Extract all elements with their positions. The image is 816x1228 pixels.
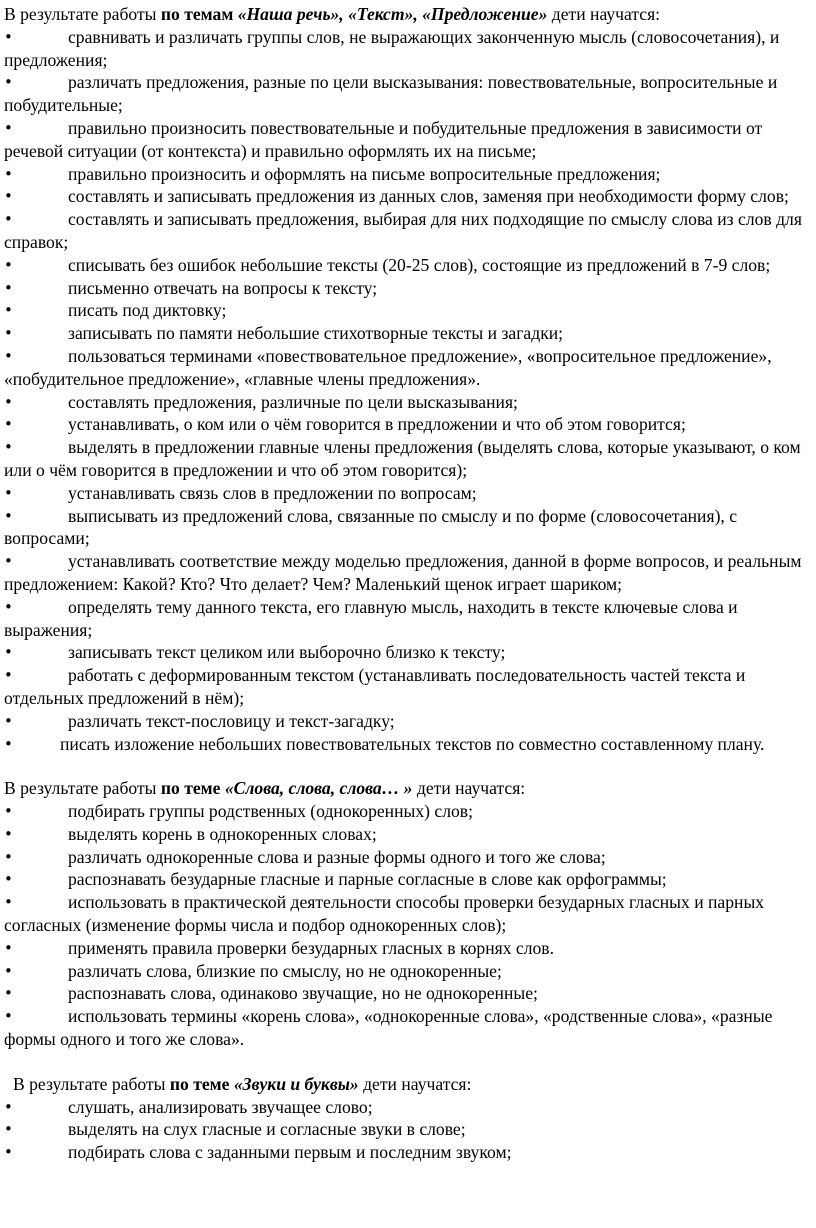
list-item	[4, 982, 812, 1005]
list-item-text: писать изложение небольших повествовательных текстов по совместно составленному плану.	[60, 733, 765, 754]
list-item	[4, 163, 812, 186]
bullet-icon: •	[4, 506, 13, 525]
list-item	[4, 185, 812, 208]
section-intro	[4, 1073, 812, 1096]
list-item	[4, 641, 812, 664]
list-item-text: распознавать слова, одинаково звучащие, но не однокоренные;	[68, 983, 538, 1004]
bullet-icon: •	[4, 415, 13, 434]
bullet-icon: •	[4, 1007, 13, 1026]
list-item-text: распознавать безударные гласные и парные согласные в слове как орфограммы;	[68, 869, 667, 890]
topic-title: «Наша речь», «Текст», «Предложение»	[237, 4, 548, 24]
topic-title: «Слова, слова, слова… »	[224, 778, 413, 799]
section-gap	[4, 755, 812, 777]
list-item-text: письменно отвечать на вопросы к тексту;	[68, 277, 378, 298]
list-item	[4, 710, 812, 733]
list-item	[4, 26, 812, 72]
list-item-text: устанавливать соответствие между моделью предложения, данной в форме вопросов, и реальным предложением: Какой? Кто? Что делает? Чем? Маленький щенок играет шариком;	[4, 551, 802, 594]
bullet-icon: •	[4, 802, 13, 821]
list-item	[4, 1118, 812, 1141]
list-item	[4, 1141, 812, 1164]
bullet-icon: •	[4, 847, 13, 866]
list-item	[4, 868, 812, 891]
bullet-icon: •	[4, 27, 13, 46]
list-item-text: правильно произносить повествовательные и побудительные предложения в зависимости от речевой ситуации (от контекста) и правильно оформлять их на письме;	[4, 117, 763, 161]
section-gap	[4, 1051, 812, 1073]
list-item	[4, 254, 812, 277]
list-item-text: выделять в предложении главные члены предложения (выделять слова, которые указывают, о ком или о чём говорится в предложении и что об этом говорится);	[4, 437, 801, 480]
list-item	[4, 550, 812, 596]
list-item-text: записывать по памяти небольшие стихотворные тексты и загадки;	[68, 323, 564, 344]
list-item-text: различать однокоренные слова и разные формы одного и того же слова;	[68, 846, 606, 867]
list-item-text: различать текст-пословицу и текст-загадку;	[68, 710, 395, 731]
bullet-icon: •	[4, 643, 13, 662]
bullet-icon: •	[4, 346, 13, 365]
list-item-text: использовать в практической деятельности способы проверки безударных гласных и парных согласных (изменение формы числа и подбор однокоренных слов);	[4, 892, 765, 936]
bullet-icon: •	[4, 438, 13, 457]
bullet-icon: •	[4, 118, 13, 137]
list-item-text: писать под диктовку;	[68, 300, 227, 321]
list-item-text: различать слова, близкие по смыслу, но не однокоренные;	[68, 960, 502, 981]
bullet-icon: •	[4, 164, 13, 183]
bullet-icon: •	[4, 278, 13, 297]
list-item	[4, 891, 812, 937]
list-item	[4, 345, 812, 391]
list-item	[4, 1096, 812, 1119]
list-item	[4, 960, 812, 983]
bullet-icon: •	[4, 1120, 13, 1139]
list-item	[4, 733, 812, 756]
intro-text: В результате работы	[13, 1073, 170, 1094]
bullet-icon: •	[4, 597, 13, 616]
list-item	[4, 391, 812, 414]
list-item	[4, 846, 812, 869]
list-item	[4, 71, 812, 117]
bullet-icon: •	[4, 734, 13, 753]
topic-title: «Звуки и буквы»	[233, 1073, 359, 1094]
bullet-icon: •	[4, 187, 13, 206]
bullet-icon: •	[4, 73, 13, 92]
list-item	[4, 299, 812, 322]
list-item-text: выделять корень в однокоренных словах;	[68, 823, 377, 844]
list-item-text: выделять на слух гласные и согласные звуки в слове;	[68, 1119, 466, 1140]
bullet-icon: •	[4, 210, 13, 229]
list-item	[4, 436, 812, 482]
list-item-text: определять тему данного текста, его главную мысль, находить в тексте ключевые слова и выражения;	[4, 596, 738, 640]
intro-text: В результате работы	[4, 4, 161, 24]
list-item-text: устанавливать связь слов в предложении по вопросам;	[68, 482, 477, 503]
list-item-text: использовать термины «корень слова», «однокоренные слова», «родственные слова», «разные формы одного и того же слова».	[4, 1006, 773, 1050]
list-item-text: списывать без ошибок небольшие тексты (20-25 слов), состоящие из предложений в 7-9 слов;	[68, 254, 771, 275]
section-intro	[4, 3, 812, 26]
list-item-text: подбирать слова с заданными первым и последним звуком;	[68, 1142, 512, 1163]
list-item-text: сравнивать и различать группы слов, не выражающих законченную мысль (словосочетания), и предложения;	[4, 26, 780, 70]
list-item	[4, 596, 812, 642]
intro-text-end: дети научатся:	[412, 778, 526, 799]
bullet-icon: •	[4, 552, 13, 571]
bullet-icon: •	[4, 711, 13, 730]
list-item	[4, 208, 812, 254]
list-item-text: устанавливать, о ком или о чём говорится в предложении и что об этом говорится;	[68, 414, 686, 435]
list-item-text: пользоваться терминами «повествовательное предложение», «вопросительное предложение», «побудительное предложение», «главные члены предложения».	[4, 345, 772, 389]
list-item	[4, 322, 812, 345]
list-item-text: различать предложения, разные по цели высказывания: повествовательные, вопросительные и побудительные;	[4, 72, 778, 116]
list-item-text: подбирать группы родственных (однокоренных) слов;	[68, 801, 473, 822]
list-item	[4, 482, 812, 505]
bullet-icon: •	[4, 301, 13, 320]
bullet-icon: •	[4, 255, 13, 274]
intro-bold: по теме	[160, 778, 225, 799]
bullet-icon: •	[4, 1143, 13, 1162]
list-item-text: выписывать из предложений слова, связанные по смыслу и по форме (словосочетания), с вопросами;	[4, 505, 738, 549]
list-item-text: составлять предложения, различные по цели высказывания;	[68, 391, 518, 412]
list-item-text: применять правила проверки безударных гласных в корнях слов.	[68, 937, 555, 958]
list-item-text: составлять и записывать предложения, выбирая для них подходящие по смыслу слова из слов для справок;	[4, 209, 802, 252]
intro-text-end: дети научатся:	[358, 1073, 472, 1094]
bullet-icon: •	[4, 483, 13, 502]
bullet-icon: •	[4, 870, 13, 889]
list-item-text: правильно произносить и оформлять на письме вопросительные предложения;	[68, 163, 661, 184]
bullet-icon: •	[4, 893, 13, 912]
bullet-icon: •	[4, 961, 13, 980]
list-item	[4, 823, 812, 846]
bullet-icon: •	[4, 666, 13, 685]
intro-text: В результате работы	[4, 778, 161, 799]
list-item-text: работать с деформированным текстом (устанавливать последовательность частей текста и отдельных предложений в нём);	[4, 665, 746, 708]
bullet-icon: •	[4, 324, 13, 343]
list-item-text: слушать, анализировать звучащее слово;	[68, 1096, 373, 1117]
list-item	[4, 413, 812, 436]
list-item-text: составлять и записывать предложения из данных слов, заменяя при необходимости форму слов;	[68, 186, 789, 207]
intro-bold: по темам	[160, 4, 238, 24]
list-item	[4, 937, 812, 960]
list-item	[4, 277, 812, 300]
list-item	[4, 800, 812, 823]
bullet-icon: •	[4, 392, 13, 411]
intro-bold: по теме	[169, 1073, 234, 1094]
bullet-icon: •	[4, 824, 13, 843]
bullet-icon: •	[4, 938, 13, 957]
bullet-icon: •	[4, 1097, 13, 1116]
section-intro	[4, 777, 812, 800]
list-item-text: записывать текст целиком или выборочно близко к тексту;	[68, 642, 506, 663]
list-item	[4, 664, 812, 710]
intro-text-end: дети научатся:	[547, 4, 661, 24]
list-item	[4, 1005, 812, 1051]
bullet-icon: •	[4, 984, 13, 1003]
list-item	[4, 117, 812, 163]
list-item	[4, 505, 812, 551]
